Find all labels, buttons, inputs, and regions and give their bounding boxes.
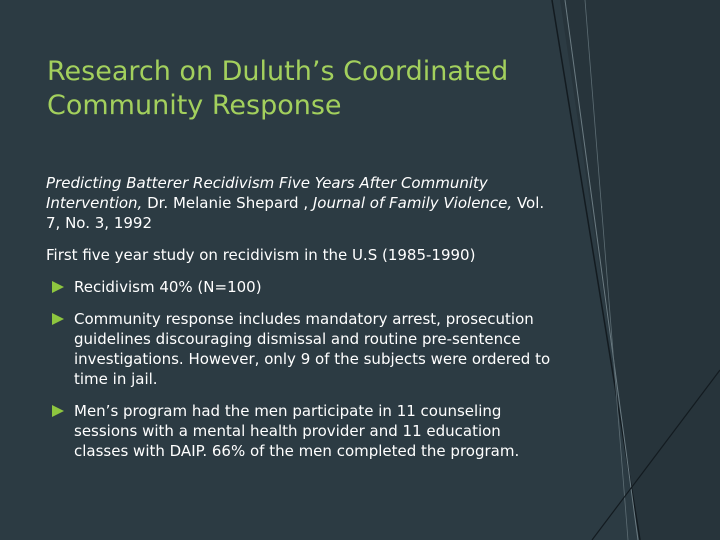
slide-body	[46, 173, 551, 461]
arrow-bullet-icon	[52, 281, 64, 293]
intro-text: First five year study on recidivism in the U.S (1985-1990)	[46, 246, 476, 264]
slide-title: Research on Duluth’s Coordinated Community Response	[47, 56, 509, 121]
bullet-text: Recidivism 40% (N=100)	[74, 278, 262, 296]
citation	[46, 173, 551, 233]
list-item	[46, 277, 551, 297]
citation-volume: Vol. 7, No. 3, 1992	[46, 194, 545, 232]
bullet-text: Men’s program had the men participate in 11 counseling sessions with a mental health provider and 11 education classes with DAIP. 66% of the men completed the program.	[74, 402, 520, 460]
arrow-bullet-icon	[52, 405, 64, 417]
citation-journal: Journal of Family Violence,	[312, 194, 513, 212]
list-item	[46, 401, 551, 461]
bullet-list	[46, 277, 551, 461]
bullet-text: Community response includes mandatory arrest, prosecution guidelines discouraging dismissal and routine pre-sentence investigations. However, only 9 of the subjects were ordered to time in jail.	[74, 310, 551, 388]
list-item	[46, 309, 551, 389]
arrow-bullet-icon	[52, 313, 64, 325]
citation-article-title: Predicting Batterer Recidivism Five Years After Community Intervention,	[46, 174, 488, 212]
citation-author: Dr. Melanie Shepard ,	[142, 194, 313, 212]
